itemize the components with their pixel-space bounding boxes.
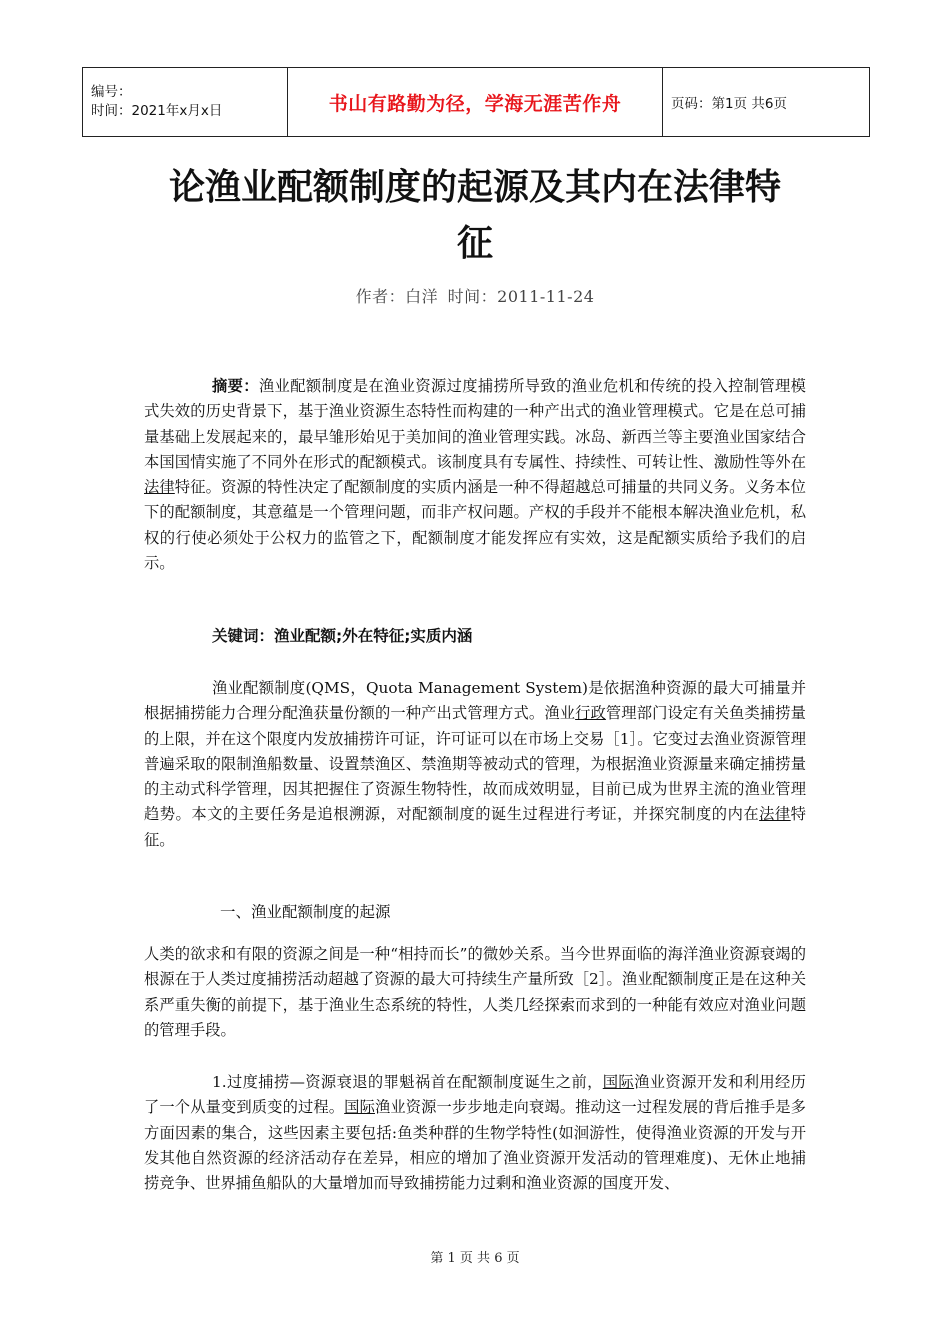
time-label: 时间：2021年x月x日: [91, 103, 223, 119]
intro-text-c: 特征。: [144, 805, 806, 849]
abstract-text-b: 特征。资源的特性决定了配额制度的实质内涵是一种不得超越总可捕量的共同义务。义务本位下的配额制度，其意蕴是一个管理问题，而非产权问题。产权的手段并不能根本解决渔业危机，私权的行使必须处于公权力的监管之下，配额制度才能发挥应有实效，这是配额实质给予我们的启示。: [144, 478, 806, 573]
para3-text-a: 1.过度捕捞—资源衰退的罪魁祸首在配额制度诞生之前，: [212, 1073, 603, 1091]
number-label: 编号：: [91, 84, 132, 100]
paragraph-2: 人类的欲求和有限的资源之间是一种“相持而长”的微妙关系。当今世界面临的海洋渔业资源衰竭的根源在于人类过度捕捞活动超越了资源的最大可持续生产量所致［2］。渔业配额制度正是在这种关系严重失衡的前提下，基于渔业生态系统的特性，人类几经探索而求到的一种能有效应对渔业问题的管理手段。: [144, 945, 806, 1039]
keywords: 关键词：渔业配额;外在特征;实质内涵: [212, 627, 473, 645]
author: 作者：白洋: [355, 287, 439, 306]
intro-text-b: 管理部门设定有关鱼类捕捞量的上限，并在这个限度内发放捕捞许可证，许可证可以在市场上交易［1］。它变过去渔业资源管理普遍采取的限制渔船数量、设置禁渔区、禁渔期等被动式的管理，为根据渔业资源量来确定捕捞量的主动式科学管理，因其把握住了资源生物特性，故而成效明显，目前已成为世界主流的渔业管理趋势。本文的主要任务是追根溯源，对配额制度的诞生过程进行考证，并探究制度的内在: [144, 704, 806, 824]
paragraph-3: [144, 1070, 806, 1196]
intro-paragraph: [144, 676, 806, 853]
article-title: [100, 160, 850, 272]
intro-admin-link[interactable]: 行政: [575, 704, 606, 723]
motto: 书山有路勤为径，学海无涯苦作舟: [328, 92, 622, 115]
header-meta-cell: [83, 68, 288, 137]
intro-law-link[interactable]: 法律: [759, 805, 791, 824]
publish-date: 时间：2011-11-24: [447, 287, 595, 306]
header-table: [82, 67, 870, 137]
title-line-2: 征: [456, 223, 493, 264]
para3-text-c: 渔业资源一步步地走向衰竭。推动这一过程发展的背后推手是多方面因素的集合，这些因素主要包括:鱼类种群的生物学特性(如洄游性，使得渔业资源的开发与开发其他自然资源的经济活动存在差异，相应的增加了渔业资源开发活动的管理难度)、无休止地捕捞竞争、世界捕鱼船队的大量增加而导致捕捞能力过剩和渔业资源的国度开发、: [144, 1098, 806, 1193]
intro-text-a: 渔业配额制度(QMS，Quota Management System)是依据渔种资源的最大可捕量并根据捕捞能力合理分配渔获量份额的一种产出式管理方式。渔业: [144, 679, 806, 723]
header-motto-cell: [288, 68, 663, 137]
page-footer: 第 1 页 共 6 页: [430, 1251, 520, 1266]
section-heading: 一、渔业配额制度的起源: [220, 903, 391, 921]
abstract-label: 摘要：: [212, 377, 259, 395]
title-line-1: 论渔业配额制度的起源及其内在法律特: [168, 167, 781, 208]
page-info: 页码：第1页 共6页: [663, 68, 870, 137]
para3-text-b: 渔业资源开发和利用经历了一个从量变到质变的过程。: [144, 1073, 806, 1117]
abstract-text-a: 渔业配额制度是在渔业资源过度捕捞所导致的渔业危机和传统的投入控制管理模式失效的历史背景下，基于渔业资源生态特性而构建的一种产出式的渔业管理模式。它是在总可捕量基础上发展起来的，最早雏形始见于美加间的渔业管理实践。冰岛、新西兰等主要渔业国家结合本国国情实施了不同外在形式的配额模式。该制度具有专属性、持续性、可转让性、激励性等外在: [144, 377, 806, 471]
byline: [100, 284, 850, 307]
para3-intl-link-2[interactable]: 国际: [344, 1098, 375, 1117]
para3-intl-link-1[interactable]: 国际: [602, 1073, 635, 1091]
abstract-law-link[interactable]: 法律: [144, 478, 175, 497]
abstract-paragraph: [144, 374, 806, 576]
